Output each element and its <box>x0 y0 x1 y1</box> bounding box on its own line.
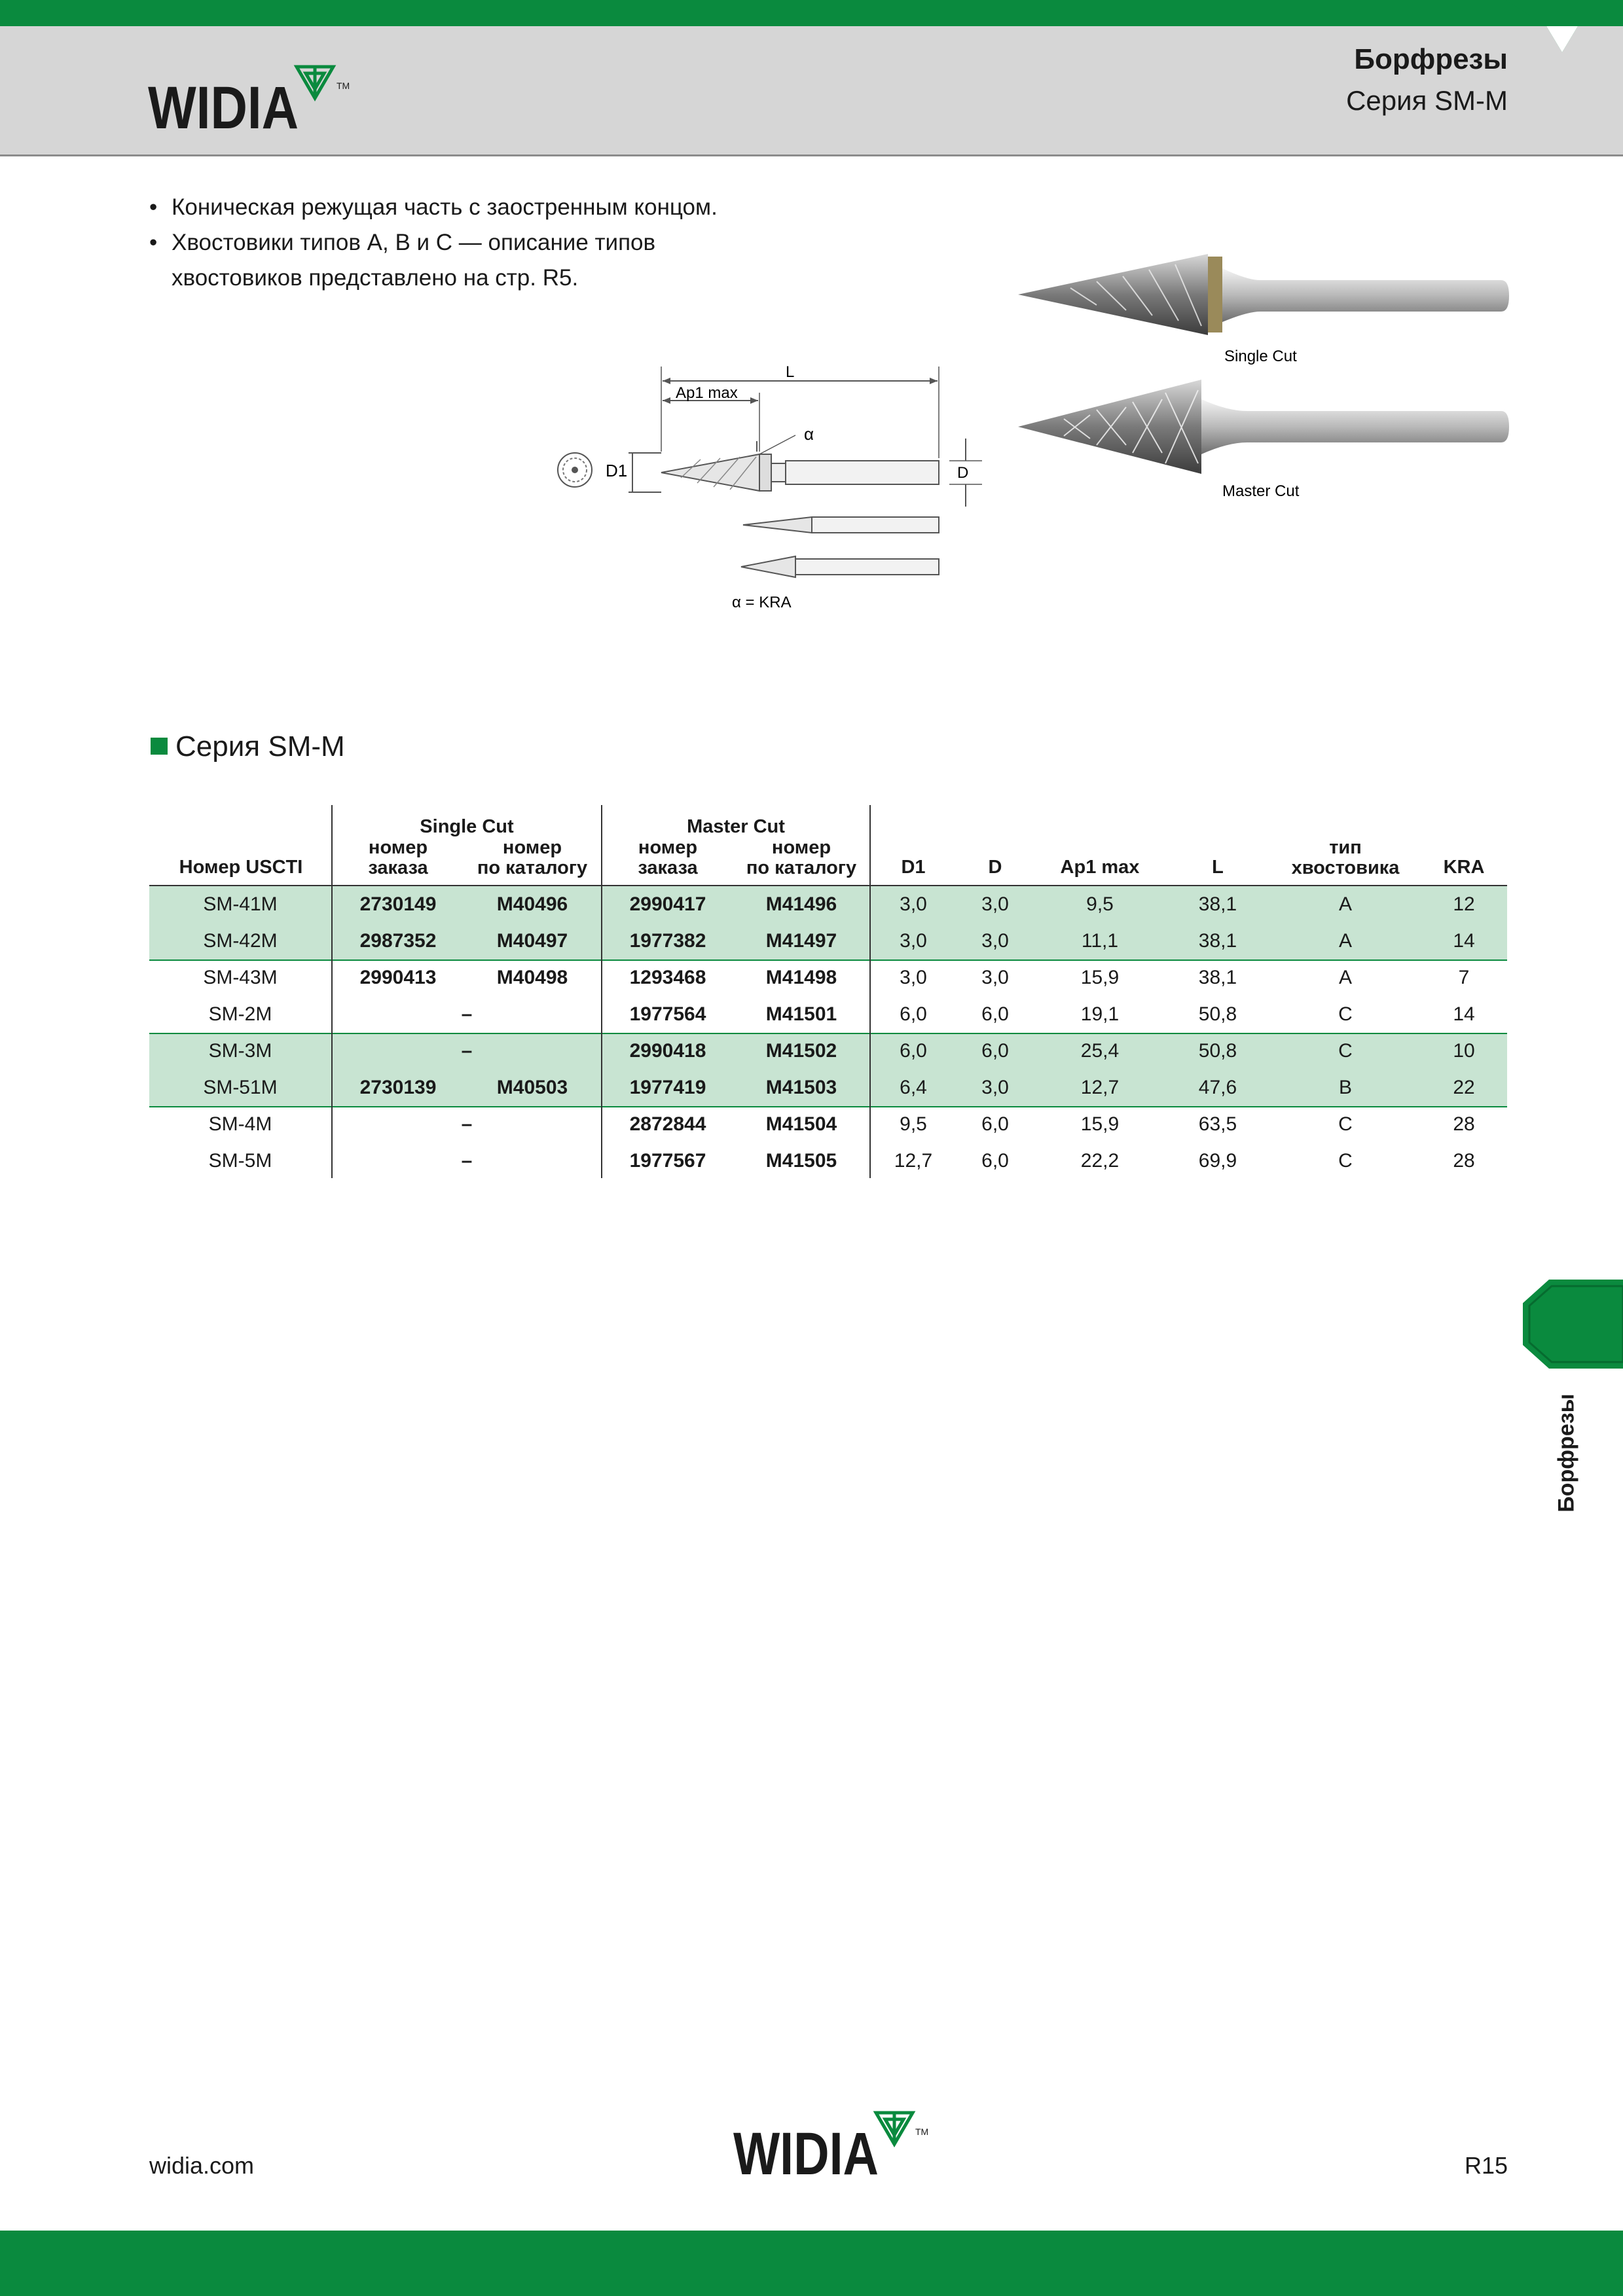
cell-kra: 28 <box>1453 1113 1475 1135</box>
cell-s-cat: M40497 <box>496 930 568 952</box>
cell-shank: C <box>1338 1003 1353 1025</box>
bullet-item: • Коническая режущая часть с заостренным концом. <box>149 190 739 225</box>
cell-usct: SM-4M <box>208 1113 272 1135</box>
footer-url: widia.com <box>149 2152 255 2179</box>
group-divider <box>149 960 1507 961</box>
cell-ap1: 22,2 <box>1080 1150 1120 1172</box>
cell-m-cat: M41502 <box>765 1040 837 1062</box>
cell-d: 3,0 <box>981 893 1009 915</box>
cell-l: 38,1 <box>1198 930 1237 952</box>
cell-d1: 12,7 <box>894 1150 933 1172</box>
th-master-cut: Master Cut <box>687 816 785 837</box>
svg-text:TM: TM <box>337 81 350 91</box>
bullet-item: • Хвостовики типов A, B и C — описание типов <box>149 225 739 260</box>
cell-m-cat: M41497 <box>765 930 837 952</box>
svg-text:WIDIA: WIDIA <box>148 75 299 135</box>
technical-drawing <box>537 353 1008 619</box>
cell-kra: 14 <box>1453 1003 1475 1025</box>
d1-label: D1 <box>606 461 628 480</box>
cell-kra: 10 <box>1453 1040 1475 1062</box>
cell-d: 6,0 <box>981 1113 1009 1135</box>
th-s-order: номер заказа <box>368 837 428 878</box>
table-row <box>149 960 1507 996</box>
cell-m-order: 1977564 <box>629 1003 706 1025</box>
table-row <box>149 1106 1507 1143</box>
end-view-icon <box>558 453 592 487</box>
cell-m-cat: M41504 <box>765 1113 837 1135</box>
cell-d1: 6,0 <box>900 1003 927 1025</box>
svg-text:TM: TM <box>915 2126 929 2137</box>
feature-list <box>149 190 739 296</box>
footer-widia-logo <box>733 2109 943 2181</box>
cell-m-order: 2872844 <box>629 1113 706 1135</box>
cell-ap1: 12,7 <box>1080 1077 1120 1098</box>
cell-single-cut-na: – <box>461 1113 473 1135</box>
cell-m-cat: M41503 <box>765 1077 837 1098</box>
cell-ap1: 9,5 <box>1086 893 1114 915</box>
table-row <box>149 996 1507 1033</box>
cell-l: 63,5 <box>1198 1113 1237 1135</box>
table-row <box>149 1069 1507 1106</box>
cell-single-cut-na: – <box>461 1040 473 1062</box>
group-divider <box>149 1106 1507 1107</box>
cell-l: 38,1 <box>1198 967 1237 988</box>
cell-l: 38,1 <box>1198 893 1237 915</box>
page-subtitle: Серия SM-M <box>1346 85 1508 116</box>
cell-kra: 28 <box>1453 1150 1475 1172</box>
cell-shank: A <box>1338 893 1352 915</box>
table-row <box>149 1033 1507 1069</box>
th-l: L <box>1212 857 1224 878</box>
cell-d: 3,0 <box>981 1077 1009 1098</box>
cell-l: 50,8 <box>1198 1003 1237 1025</box>
cell-kra: 14 <box>1453 930 1475 952</box>
th-shank: тип хвостовика <box>1291 837 1400 878</box>
column-divider <box>331 805 333 1178</box>
cell-d1: 6,0 <box>900 1040 927 1062</box>
cell-l: 69,9 <box>1198 1150 1237 1172</box>
cell-m-cat: M41501 <box>765 1003 837 1025</box>
l-label: L <box>786 363 795 381</box>
cell-m-order: 2990418 <box>629 1040 706 1062</box>
cell-m-order: 1977382 <box>629 930 706 952</box>
cell-d: 3,0 <box>981 967 1009 988</box>
cell-shank: C <box>1338 1113 1353 1135</box>
cell-shank: C <box>1338 1150 1353 1172</box>
cell-m-order: 2990417 <box>629 893 706 915</box>
widia-logo <box>148 63 357 135</box>
section-tab-icon <box>1523 1280 1623 1369</box>
cell-usct: SM-42M <box>203 930 278 952</box>
kra-label: α = KRA <box>732 594 792 611</box>
cell-s-cat: M40496 <box>496 893 568 915</box>
cell-ap1: 11,1 <box>1081 930 1119 952</box>
cell-usct: SM-2M <box>208 1003 272 1025</box>
cell-shank: A <box>1338 967 1352 988</box>
cell-kra: 7 <box>1458 967 1470 988</box>
side-section-label: Борфрезы <box>1554 1393 1579 1513</box>
th-kra: KRA <box>1443 857 1485 878</box>
page-number: R15 <box>1464 2152 1508 2179</box>
cell-s-order: 2730149 <box>359 893 437 915</box>
th-usct: Номер USCTI <box>179 857 303 878</box>
cell-d: 3,0 <box>981 930 1009 952</box>
cell-ap1: 15,9 <box>1080 1113 1120 1135</box>
column-divider <box>869 805 871 1178</box>
cell-usct: SM-43M <box>203 967 278 988</box>
single-cut-photo <box>1018 254 1509 335</box>
cell-d1: 3,0 <box>900 967 927 988</box>
cell-m-order: 1977567 <box>629 1150 706 1172</box>
cell-d1: 6,4 <box>900 1077 927 1098</box>
section-title: Серия SM-M <box>151 730 345 763</box>
cell-m-order: 1977419 <box>629 1077 706 1098</box>
cell-ap1: 15,9 <box>1080 967 1120 988</box>
cell-s-order: 2987352 <box>359 930 437 952</box>
cell-usct: SM-3M <box>208 1040 272 1062</box>
th-s-cat: номер по каталогу <box>477 837 588 878</box>
cell-d1: 9,5 <box>900 1113 927 1135</box>
table-row <box>149 886 1507 923</box>
cell-kra: 12 <box>1453 893 1475 915</box>
page-title: Борфрезы <box>1354 43 1508 75</box>
cell-d1: 3,0 <box>900 930 927 952</box>
cell-d: 6,0 <box>981 1040 1009 1062</box>
cell-d: 6,0 <box>981 1150 1009 1172</box>
cell-kra: 22 <box>1453 1077 1475 1098</box>
cell-m-cat: M41496 <box>765 893 837 915</box>
th-ap1: Ap1 max <box>1060 857 1140 878</box>
cell-l: 50,8 <box>1198 1040 1237 1062</box>
cell-s-cat: M40503 <box>496 1077 568 1098</box>
alpha-label: α <box>804 424 814 444</box>
master-cut-photo <box>1018 380 1509 474</box>
cell-usct: SM-41M <box>203 893 278 915</box>
single-cut-label: Single Cut <box>1224 348 1297 365</box>
cell-d: 6,0 <box>981 1003 1009 1025</box>
svg-text:WIDIA: WIDIA <box>733 2121 879 2181</box>
cell-m-cat: M41505 <box>765 1150 837 1172</box>
cell-m-order: 1293468 <box>629 967 706 988</box>
cell-s-cat: M40498 <box>496 967 568 988</box>
column-divider <box>601 805 602 1178</box>
cell-shank: C <box>1338 1040 1353 1062</box>
table-row <box>149 1143 1507 1179</box>
cell-s-order: 2990413 <box>359 967 437 988</box>
cell-single-cut-na: – <box>461 1003 473 1025</box>
bottom-green-bar <box>0 2231 1623 2296</box>
section-square-icon <box>151 738 168 755</box>
cell-m-cat: M41498 <box>765 967 837 988</box>
cell-ap1: 25,4 <box>1080 1040 1120 1062</box>
d-label: D <box>957 464 969 482</box>
th-d: D <box>988 857 1002 878</box>
ap1-label: Ap1 max <box>676 384 738 402</box>
product-photos <box>1012 242 1516 514</box>
cell-shank: A <box>1338 930 1352 952</box>
group-divider <box>149 1033 1507 1034</box>
cell-usct: SM-5M <box>208 1150 272 1172</box>
cell-l: 47,6 <box>1198 1077 1237 1098</box>
cell-shank: B <box>1338 1077 1352 1098</box>
cell-ap1: 19,1 <box>1080 1003 1120 1025</box>
top-green-bar <box>0 0 1623 26</box>
corner-triangle-icon <box>1506 0 1623 56</box>
th-d1: D1 <box>901 857 926 878</box>
th-m-order: номер заказа <box>638 837 698 878</box>
cell-d1: 3,0 <box>900 893 927 915</box>
th-m-cat: номер по каталогу <box>746 837 857 878</box>
cell-single-cut-na: – <box>461 1150 473 1172</box>
master-cut-label: Master Cut <box>1222 482 1300 500</box>
bullet-item-continued: хвостовиков представлено на стр. R5. <box>172 265 579 291</box>
cell-s-order: 2730139 <box>359 1077 437 1098</box>
cell-usct: SM-51M <box>203 1077 278 1098</box>
table-row <box>149 923 1507 960</box>
th-single-cut: Single Cut <box>420 816 514 837</box>
